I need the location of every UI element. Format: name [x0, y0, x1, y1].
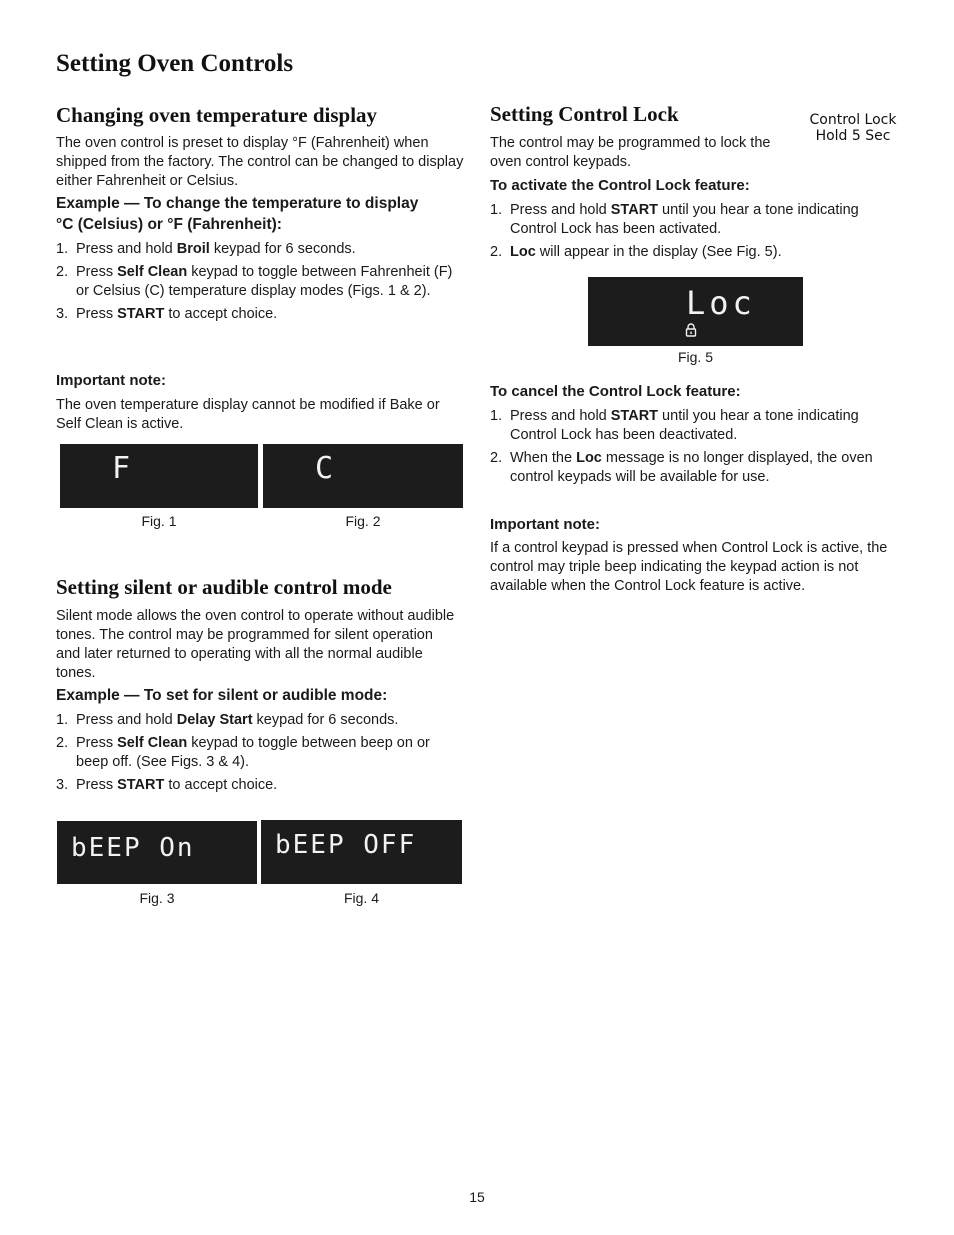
- temp-note-text: The oven temperature display cannot be modified if Bake or Self Clean is active.: [56, 397, 440, 432]
- temp-display-example-line1: Example — To change the temperature to display: [56, 195, 419, 212]
- list-item: 1. Press and hold Broil keypad for 6 seconds.: [56, 241, 356, 257]
- list-item: 2. Press Self Clean keypad to toggle between beep on or beep off. (See Figs. 3 & 4).: [56, 735, 430, 770]
- fig4-display: [261, 820, 462, 884]
- silent-mode-heading: Setting silent or audible control mode: [56, 575, 392, 599]
- fig2-display: [263, 444, 463, 508]
- fig4-caption: Fig. 4: [343, 890, 379, 906]
- fig3-caption: Fig. 3: [139, 890, 175, 906]
- temp-display-example: [56, 193, 476, 235]
- page-number: 15: [469, 1189, 485, 1205]
- fig5-display: [588, 277, 803, 346]
- temp-display-example-line2: °C (Celsius) or °F (Fahrenheit):: [56, 216, 282, 233]
- page-title: Setting Oven Controls: [56, 50, 294, 77]
- temp-display-heading: Changing oven temperature display: [56, 103, 378, 127]
- fig1-readout: F: [112, 451, 133, 486]
- temp-display-intro: The oven control is preset to display °F (Fahrenheit) when shipped from the factory. The control can be changed to display either Fahrenheit or Celsius.: [56, 135, 464, 189]
- temp-display-steps: [56, 240, 466, 328]
- fig3-display: [57, 821, 257, 884]
- lock-note-text: If a control keypad is pressed when Control Lock is active, the control may triple beep indicating the keypad action is not available when the Control Lock feature is active.: [490, 540, 888, 594]
- activate-steps: [490, 201, 900, 266]
- fig5-readout: Loc: [686, 284, 756, 322]
- fig3-readout: bEEP On: [71, 833, 195, 863]
- badge-line1: Control Lock: [809, 112, 897, 128]
- activate-heading: To activate the Control Lock feature:: [490, 177, 750, 194]
- fig1-display: [60, 444, 258, 508]
- list-item: 1. Press and hold START until you hear a tone indicating Control Lock has been activated.: [490, 202, 859, 237]
- lock-icon: [685, 323, 697, 337]
- list-item: 2. Press Self Clean keypad to toggle between Fahrenheit (F) or Celsius (C) temperature display modes (Figs. 1 & 2).: [56, 264, 453, 299]
- control-lock-heading: Setting Control Lock: [490, 102, 679, 126]
- silent-mode-intro: Silent mode allows the oven control to operate without audible tones. The control may be programmed for silent operation and later returned to operating with all the normal audible tones.: [56, 608, 455, 681]
- list-item: 1. Press and hold Delay Start keypad for 6 seconds.: [56, 712, 399, 728]
- list-item: 1. Press and hold START until you hear a tone indicating Control Lock has been deactivated.: [490, 408, 859, 443]
- list-item: 3. Press START to accept choice.: [56, 306, 278, 322]
- silent-mode-example: Example — To set for silent or audible mode:: [56, 687, 388, 704]
- badge-line2: Hold 5 Sec: [815, 128, 891, 144]
- control-lock-intro: The control may be programmed to lock the oven control keypads.: [490, 135, 771, 170]
- control-lock-badge: [805, 112, 901, 144]
- cancel-heading: To cancel the Control Lock feature:: [490, 383, 741, 400]
- list-item: 2. When the Loc message is no longer displayed, the oven control keypads will be available for use.: [490, 450, 873, 485]
- fig1-caption: Fig. 1: [141, 513, 177, 529]
- temp-note-heading: Important note:: [56, 372, 166, 389]
- fig4-readout: bEEP OFF: [275, 830, 417, 860]
- list-item: 3. Press START to accept choice.: [56, 777, 278, 793]
- list-item: 2. Loc will appear in the display (See Fig. 5).: [490, 244, 782, 260]
- fig2-readout: C: [315, 451, 336, 486]
- fig5-caption: Fig. 5: [677, 349, 713, 365]
- fig2-caption: Fig. 2: [345, 513, 381, 529]
- silent-mode-steps: [56, 711, 451, 799]
- lock-note-heading: Important note:: [490, 516, 600, 533]
- cancel-steps: [490, 407, 880, 491]
